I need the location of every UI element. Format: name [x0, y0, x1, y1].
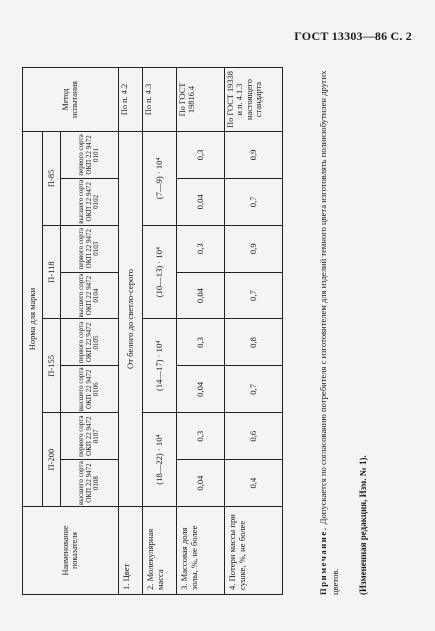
cell-value: 0,6 [225, 413, 283, 460]
note-text: Допускается по согласованию потребителя с изготовителем для изделий темного цвета изготовлять полиизобутилен других цветов. [318, 70, 340, 595]
cell-value: 0,3 [177, 132, 225, 179]
grade-header: П-85 [43, 132, 61, 226]
subgrade-header: высшего сорта ОКП 22 9472 0102 [61, 178, 119, 225]
cell-value: (18—22) · 10⁴ [143, 413, 177, 507]
standard-reference: ГОСТ 13303—86 С. 2 [294, 29, 412, 43]
subgrade-header: высшего сорта ОКП 22 9472 0104 [61, 272, 119, 319]
cell-value: 0,7 [225, 366, 283, 413]
cell-value: (10—13) · 10⁴ [143, 225, 177, 319]
row-name: 2. Молекулярная масса [143, 507, 177, 595]
norm-header: Норма для марки [23, 132, 43, 507]
test-method: По ГОСТ 19338 и п. 4.1.3 настоящего стандарта [225, 68, 283, 132]
subgrade-header: первого сорта ОКП 22 9472 0101 [61, 132, 119, 179]
test-method: По п. 4.3 [143, 68, 177, 132]
column-header-method: Метод испытания [23, 68, 119, 132]
row-name: 4. Потери массы при сушке, %, не более [225, 507, 283, 595]
subgrade-header: высшего сорта ОКП 22 9472 0108 [61, 460, 119, 507]
grade-header: П-118 [43, 225, 61, 319]
cell-value: 0,3 [177, 225, 225, 272]
cell-value: 0,04 [177, 178, 225, 225]
test-method: По п. 4.2 [119, 68, 143, 132]
cell-value: (14—17) · 10⁴ [143, 319, 177, 413]
cell-value: 0,04 [177, 272, 225, 319]
cell-value: 0,3 [177, 319, 225, 366]
cell-value: 0,04 [177, 366, 225, 413]
cell-value: 0,3 [177, 413, 225, 460]
cell-value: 0,7 [225, 272, 283, 319]
table-row [177, 68, 225, 595]
test-method: По ГОСТ 19816.4 [177, 68, 225, 132]
subgrade-header: первого сорта ОКП 22 9472 0105 [61, 319, 119, 366]
table-row [119, 68, 143, 595]
row-name: 1. Цвет [119, 507, 143, 595]
cell-value: 0,7 [225, 178, 283, 225]
note-paragraph [318, 67, 341, 595]
note-label: Примечание. [318, 526, 328, 595]
amendment-note: (Измененная редакция, Изм. № 1). [358, 455, 368, 595]
specification-table [22, 67, 283, 595]
rotated-page-content [22, 47, 402, 612]
cell-value: 0,04 [177, 460, 225, 507]
subgrade-header: высшего сорта ОКП 22 9472 0106 [61, 366, 119, 413]
cell-value: (7—9) · 10⁴ [143, 132, 177, 226]
subgrade-header: первого сорта ОКП 22 9472 0103 [61, 225, 119, 272]
cell-value: 0,8 [225, 319, 283, 366]
table-row [143, 68, 177, 595]
row-name: 3. Массовая доля золы, %, не более [177, 507, 225, 595]
table-row [225, 68, 283, 595]
cell-value: 0,9 [225, 132, 283, 179]
color-value: От белого до светло-серого [119, 132, 143, 507]
column-header-indicator: Наименование показателя [23, 507, 119, 595]
grade-header: П-200 [43, 413, 61, 507]
subgrade-header: первого сорта ОКП 22 9472 0107 [61, 413, 119, 460]
grade-header: П-155 [43, 319, 61, 413]
cell-value: 0,4 [225, 460, 283, 507]
cell-value: 0,9 [225, 225, 283, 272]
